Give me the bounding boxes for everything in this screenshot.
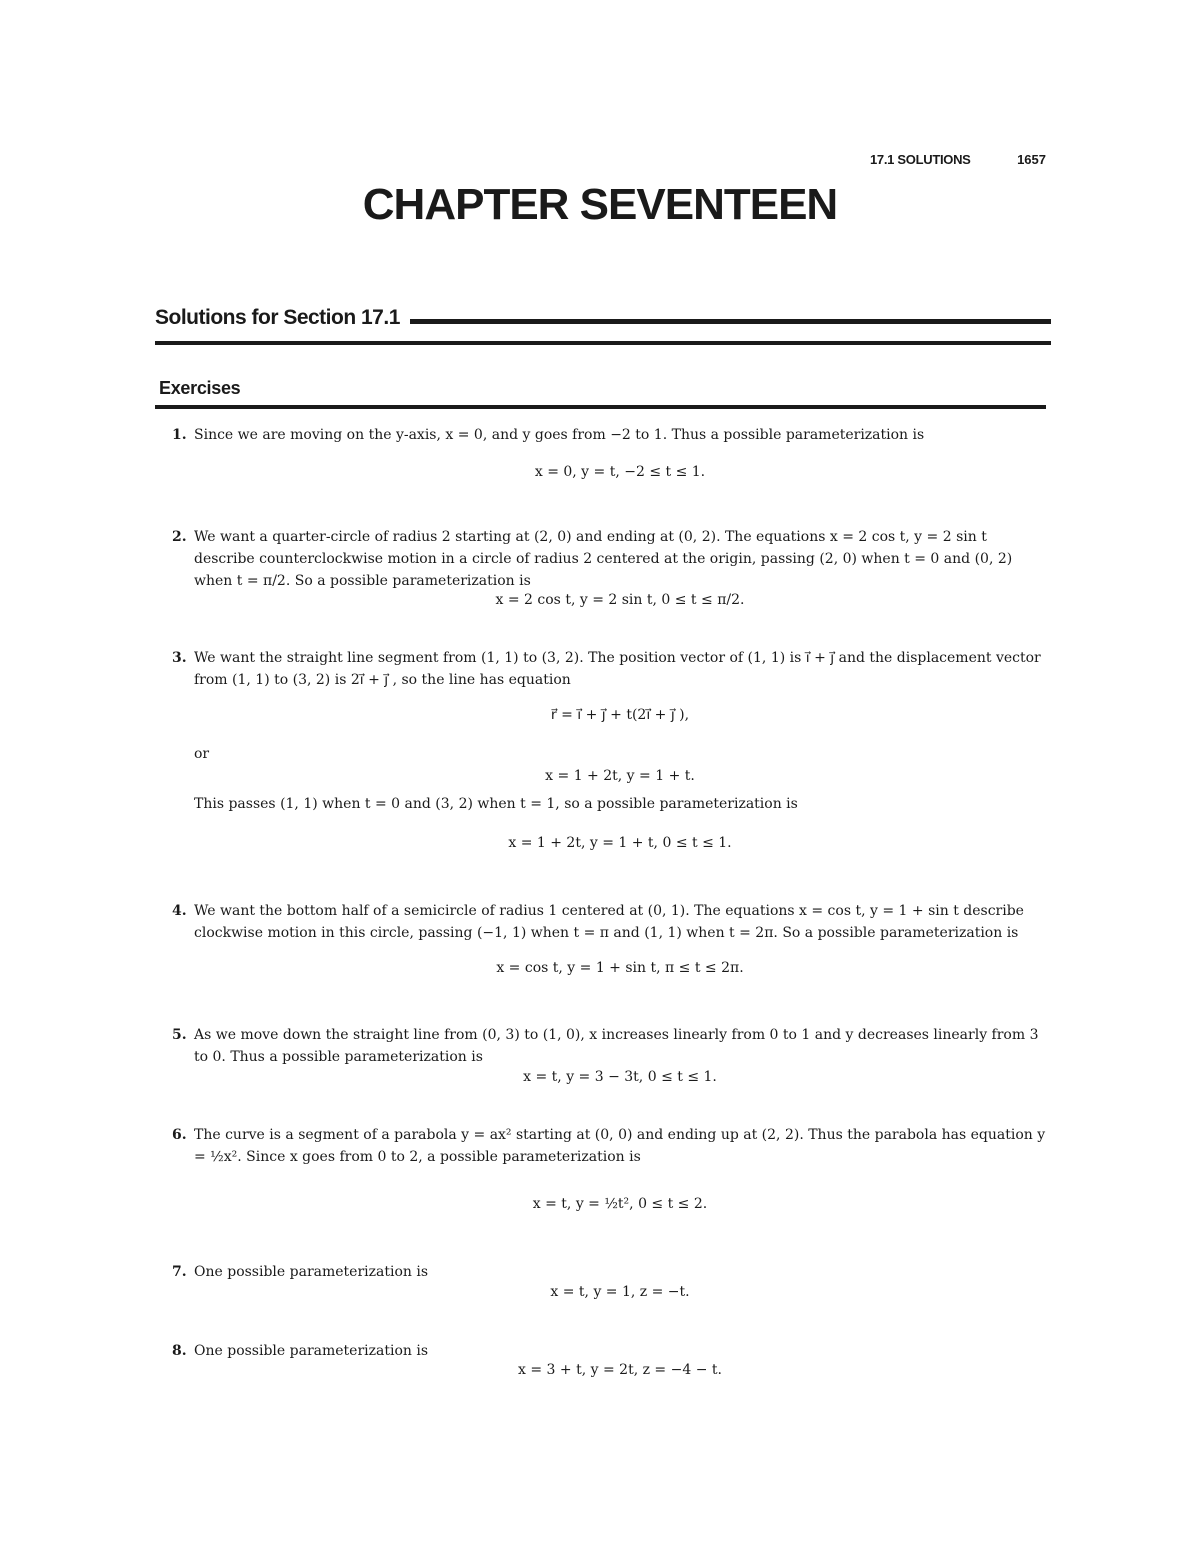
problem-8 — [172, 1340, 1047, 1362]
section-rule-bottom — [155, 341, 1051, 345]
running-head — [870, 150, 1046, 170]
problem-text: Since we are moving on the y-axis, x = 0, and y goes from −2 to 1. Thus a possible parameterization is — [194, 427, 925, 443]
section-title: Solutions for Section 17.1 — [155, 306, 410, 330]
problem-text: One possible parameterization is — [194, 1343, 429, 1359]
problem-6 — [172, 1124, 1047, 1168]
problem-3-equation-2: x = 1 + 2t, y = 1 + t. — [545, 768, 695, 784]
problem-6-equation: x = t, y = ½t², 0 ≤ t ≤ 2. — [532, 1196, 708, 1212]
problem-3-vector-equation: r⃗ = i⃗ + j⃗ + t(2i⃗ + j⃗ ), — [550, 707, 690, 723]
or-word: or — [194, 746, 210, 762]
page-number: 1657 — [1017, 152, 1046, 167]
problem-5-equation: x = t, y = 3 − 3t, 0 ≤ t ≤ 1. — [523, 1069, 717, 1085]
problem-3-equation-3: x = 1 + 2t, y = 1 + t, 0 ≤ t ≤ 1. — [508, 835, 732, 851]
problem-number: 6. — [172, 1127, 187, 1143]
problem-7 — [172, 1261, 1047, 1283]
chapter-title: CHAPTER SEVENTEEN — [362, 180, 838, 229]
problem-number: 3. — [172, 650, 187, 666]
problem-2 — [172, 526, 1047, 592]
problem-number: 7. — [172, 1264, 187, 1280]
problem-8-equation: x = 3 + t, y = 2t, z = −4 − t. — [518, 1362, 722, 1378]
problem-2-equation: x = 2 cos t, y = 2 sin t, 0 ≤ t ≤ π/2. — [495, 592, 745, 608]
section-heading — [155, 306, 1051, 342]
problem-4 — [172, 900, 1047, 944]
section-rule-top — [405, 319, 1051, 324]
problem-text: We want the straight line segment from (1, 1) to (3, 2). The position vector of (1, 1) is i⃗ + j⃗ and the displacement vector from (1, 1) to (3, 2) is 2i⃗ + j⃗ , so the line has equation — [194, 650, 1041, 688]
problem-number: 4. — [172, 903, 187, 919]
problem-7-equation: x = t, y = 1, z = −t. — [550, 1284, 690, 1300]
problem-text: The curve is a segment of a parabola y = ax² starting at (0, 0) and ending up at (2, 2). Thus the parabola has equation y = ½x². Since x goes from 0 to 2, a possible parameterization is — [194, 1127, 1046, 1165]
problem-number: 1. — [172, 427, 187, 443]
problem-number: 8. — [172, 1343, 187, 1359]
problem-4-equation: x = cos t, y = 1 + sin t, π ≤ t ≤ 2π. — [496, 960, 744, 976]
problem-text: One possible parameterization is — [194, 1264, 429, 1280]
problem-3 — [172, 647, 1047, 691]
problem-5 — [172, 1024, 1047, 1068]
exercises-rule — [155, 405, 1046, 409]
problem-text: As we move down the straight line from (0, 3) to (1, 0), x increases linearly from 0 to 1 and y decreases linearly from 3 to 0. Thus a possible parameterization is — [194, 1027, 1039, 1065]
problem-number: 5. — [172, 1027, 187, 1043]
running-head-section: 17.1 SOLUTIONS — [870, 152, 971, 167]
problem-number: 2. — [172, 529, 187, 545]
exercises-title: Exercises — [159, 378, 241, 398]
problem-1 — [172, 424, 1047, 446]
problem-text: We want the bottom half of a semicircle of radius 1 centered at (0, 1). The equations x = cos t, y = 1 + sin t describe clockwise motion in this circle, passing (−1, 1) when t = π and (1, 1) when t = 2π. So a possible parameterization is — [194, 903, 1024, 941]
problem-text: We want a quarter-circle of radius 2 starting at (2, 0) and ending at (0, 2). The equations x = 2 cos t, y = 2 sin t describe counterclockwise motion in a circle of radius 2 centered at the origin, passing (2, 0) when t = 0 and (0, 2) when t = π/2. So a possible parameterization is — [194, 529, 1013, 589]
problem-1-equation: x = 0, y = t, −2 ≤ t ≤ 1. — [534, 464, 706, 480]
problem-3-note: This passes (1, 1) when t = 0 and (3, 2) when t = 1, so a possible parameterization is — [194, 796, 798, 812]
